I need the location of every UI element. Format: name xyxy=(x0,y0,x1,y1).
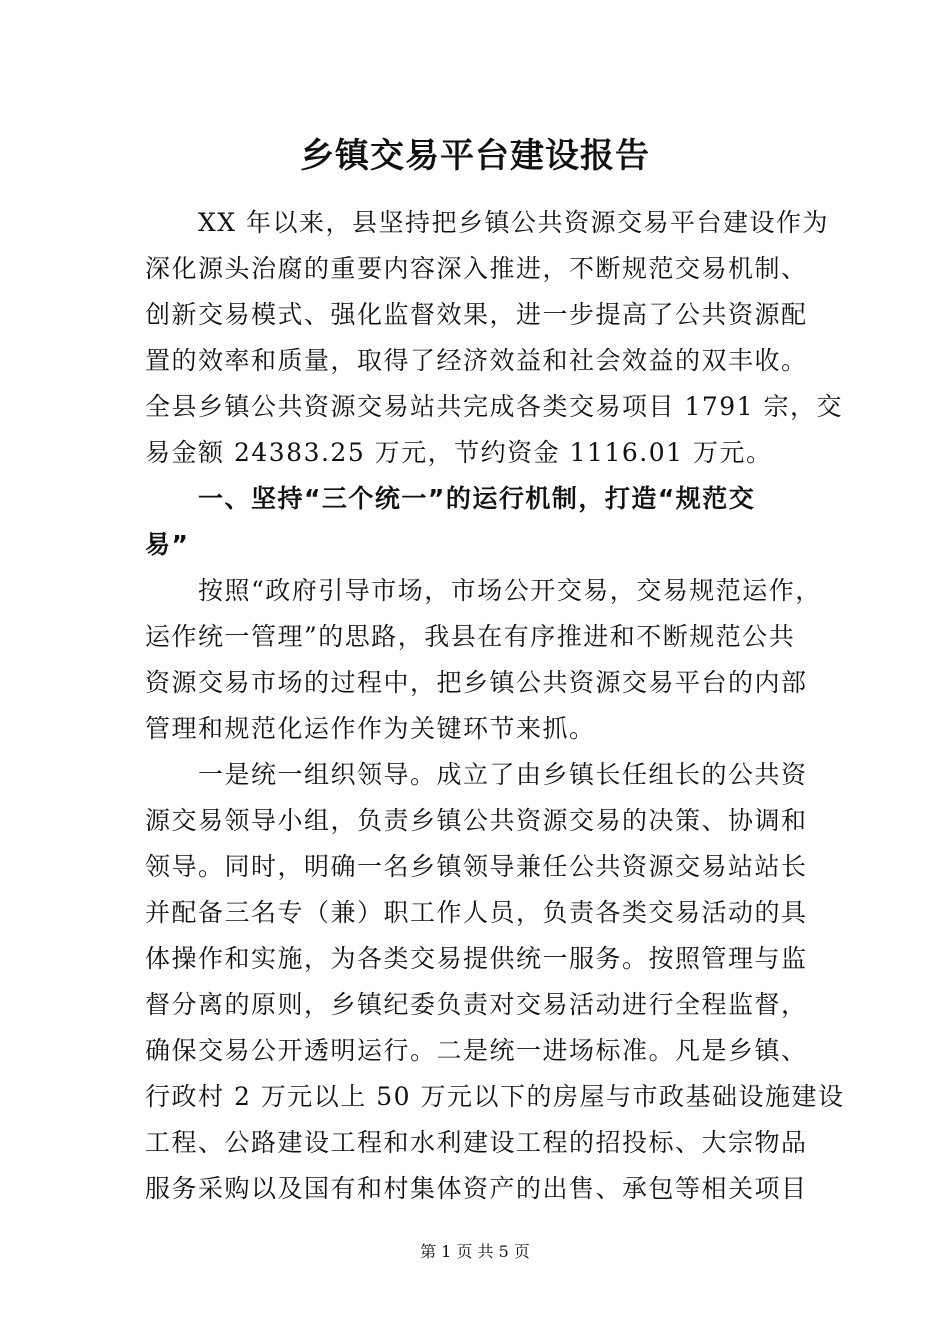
body-line: 并配备三名专（兼）职工作人员，负责各类交易活动的具 xyxy=(145,898,808,927)
body-line: 深化源头治腐的重要内容深入推进，不断规范交易机制、 xyxy=(145,254,808,283)
body-line: 易金额 24383.25 万元，节约资金 1116.01 万元。 xyxy=(145,438,773,467)
body-line: 按照“政府引导市场，市场公开交易，交易规范运作， xyxy=(145,576,822,605)
body-line: 督分离的原则，乡镇纪委负责对交易活动进行全程监督， xyxy=(145,990,808,1019)
body-line: 服务采购以及国有和村集体资产的出售、承包等相关项目 xyxy=(145,1174,808,1203)
body-line: 工程、公路建设工程和水利建设工程的招投标、大宗物品 xyxy=(145,1128,808,1157)
body-line: 运作统一管理”的思路，我县在有序推进和不断规范公共 xyxy=(145,622,796,651)
body-line: 置的效率和质量，取得了经济效益和社会效益的双丰收。 xyxy=(145,346,808,375)
body-line: 行政村 2 万元以上 50 万元以下的房屋与市政基础设施建设 xyxy=(145,1082,845,1111)
body-line: 管理和规范化运作作为关键环节来抓。 xyxy=(145,714,596,743)
body-line: XX 年以来，县坚持把乡镇公共资源交易平台建设作为 xyxy=(145,208,830,237)
page-number-footer: 第 1 页 共 5 页 xyxy=(420,1242,530,1261)
section-heading: 易” xyxy=(145,530,190,559)
section-heading: 一、坚持“三个统一”的运行机制，打造“规范交 xyxy=(145,484,756,513)
body-line: 一是统一组织领导。成立了由乡镇长任组长的公共资 xyxy=(145,760,808,789)
document-title: 乡镇交易平台建设报告 xyxy=(300,136,650,176)
body-line: 创新交易模式、强化监督效果，进一步提高了公共资源配 xyxy=(145,300,808,329)
body-line: 确保交易公开透明运行。二是统一进场标准。凡是乡镇、 xyxy=(145,1036,808,1065)
body-line: 体操作和实施，为各类交易提供统一服务。按照管理与监 xyxy=(145,944,808,973)
body-line: 资源交易市场的过程中，把乡镇公共资源交易平台的内部 xyxy=(145,668,808,697)
body-line: 源交易领导小组，负责乡镇公共资源交易的决策、协调和 xyxy=(145,806,808,835)
body-line: 领导。同时，明确一名乡镇领导兼任公共资源交易站站长 xyxy=(145,852,808,881)
body-line: 全县乡镇公共资源交易站共完成各类交易项目 1791 宗，交 xyxy=(145,392,844,421)
